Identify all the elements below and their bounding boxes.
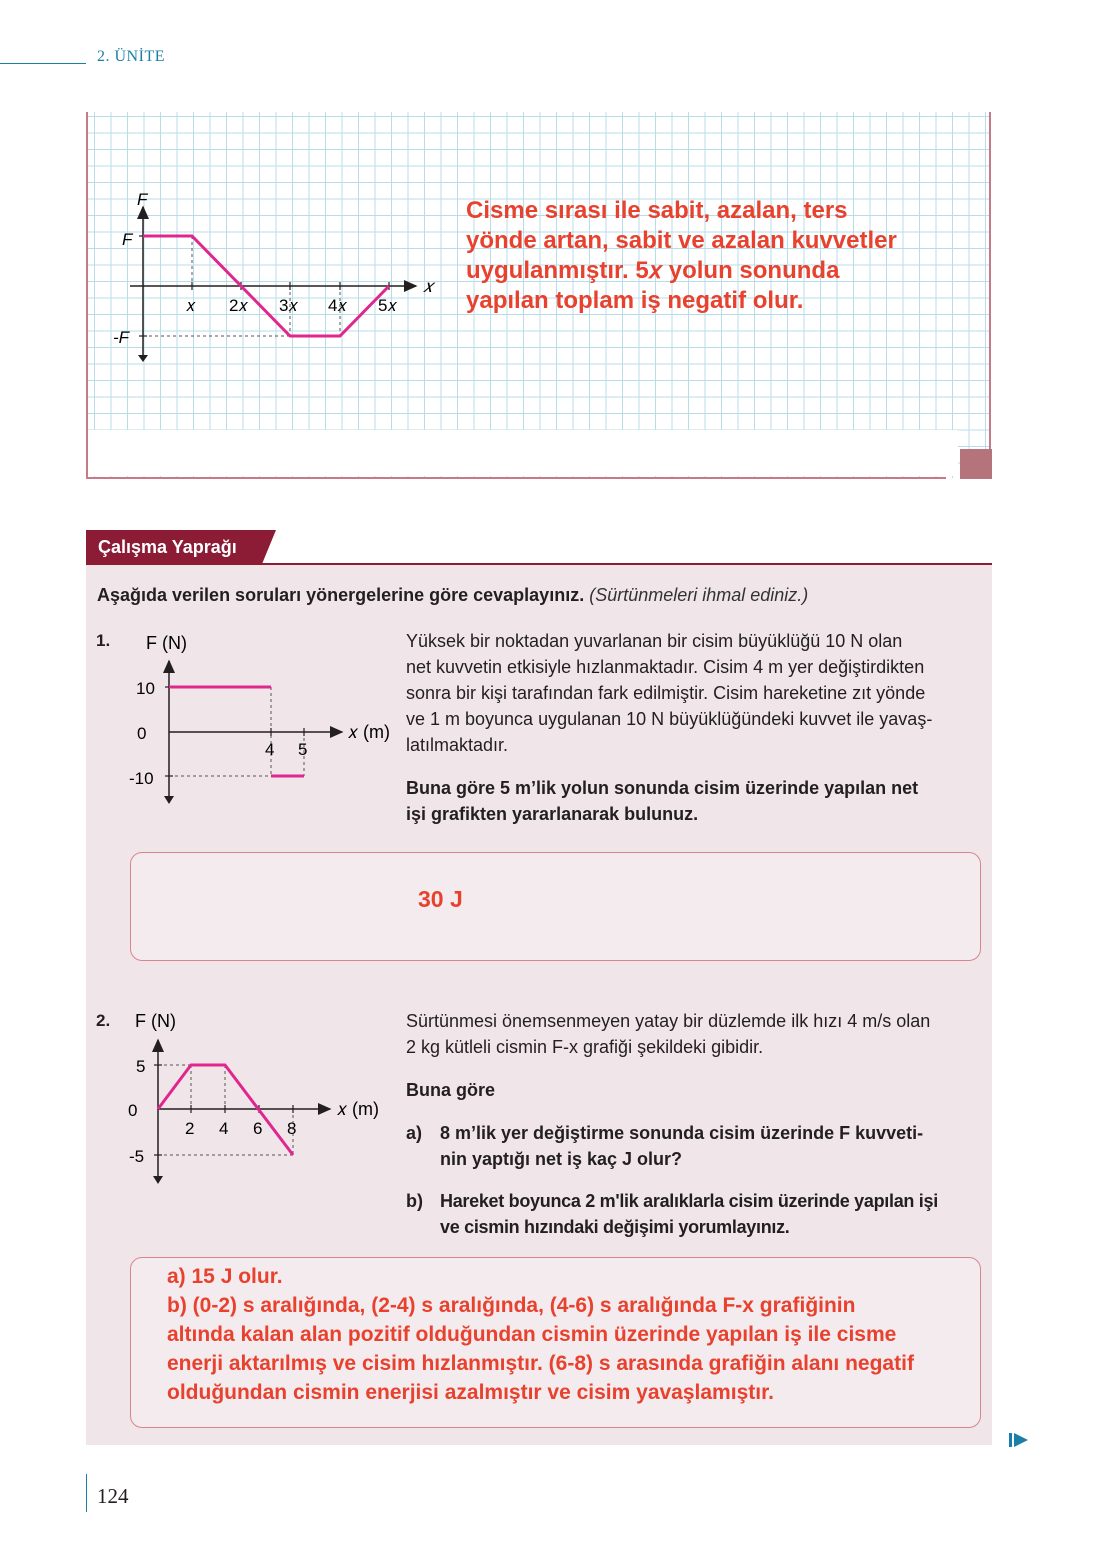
q2-x-label: 𝑥 (m): [337, 1099, 380, 1119]
q2-text-line: Sürtünmesi önemsenmeyen yatay bir düzlemde ilk hızı 4 m/s olan: [406, 1011, 931, 1031]
worksheet-rule: [86, 563, 992, 565]
y-axis-label: F: [137, 190, 148, 209]
q1-text-line: net kuvvetin etkisiyle hızlanmaktadır. Cisim 4 m yer değiştirdikten: [406, 657, 925, 677]
q2-text: [406, 1008, 980, 1060]
q1-question-line: Buna göre 5 m’lik yolun sonunda cisim üzerinde yapılan net: [406, 778, 919, 798]
q2-answer-line: altında kalan alan pozitif olduğundan cismin üzerinde yapılan iş ile cisme: [167, 1323, 897, 1346]
q2-x-tick-6: 6: [253, 1119, 263, 1138]
y-tick-negF: -F: [113, 328, 130, 347]
q2-b-line: ve cismin hızındaki değişimi yorumlayınız.: [440, 1217, 790, 1237]
q1-text-line: latılmaktadır.: [406, 735, 509, 755]
grid-bottom-margin: [88, 430, 958, 476]
q2-y-tick-0: 0: [128, 1101, 138, 1120]
x-tick-5: 5𝑥: [378, 296, 397, 315]
q2-x-tick-8: 8: [287, 1119, 297, 1138]
worksheet-title: Çalışma Yaprağı: [98, 537, 237, 557]
q2-lead: Buna göre: [406, 1080, 496, 1100]
q2-answer-line: enerji aktarılmış ve cisim hızlanmıştır. (6-8) s arasında grafiğin alanı negatif: [167, 1352, 914, 1375]
q1-x-tick-4: 4: [265, 740, 275, 759]
q1-text-line: sonra bir kişi tarafından fark edilmiştir. Cisim hareketine zıt yönde: [406, 683, 926, 703]
q1-y-tick-0: 0: [137, 724, 147, 743]
q2-number: 2.: [96, 1011, 111, 1030]
q2-answer-line: a) 15 J olur.: [167, 1265, 283, 1288]
q2-y-label: F (N): [135, 1011, 176, 1031]
x-axis-label: 𝑥: [423, 276, 434, 296]
x-tick-4: 4𝑥: [328, 296, 347, 315]
q2-x-tick-2: 2: [185, 1119, 195, 1138]
q2-b-text: [440, 1188, 985, 1240]
q2-answer-line: olduğundan cismin enerjisi azalmıştır ve cisim yavaşlamıştır.: [167, 1381, 774, 1404]
q1-y-tick-neg10: -10: [129, 769, 154, 788]
q2-a-line: nin yaptığı net iş kaç J olur?: [440, 1149, 683, 1169]
x-tick-3: 3𝑥: [279, 296, 298, 315]
q1-x-tick-5: 5: [298, 740, 308, 759]
q1-question: [406, 775, 980, 827]
intro-answer-line: yönde artan, sabit ve azalan kuvvetler: [466, 227, 897, 254]
q2-y-tick-5: 5: [136, 1057, 146, 1076]
q1-x-label: 𝑥 (m): [348, 722, 391, 742]
grid-corner-tab: [960, 449, 992, 479]
instruction-main: Aşağıda verilen soruları yönergelerine göre cevaplayınız.: [97, 585, 585, 605]
q2-answer-line: b) (0-2) s aralığında, (2-4) s aralığında, (4-6) s aralığında F-x grafiğinin: [167, 1294, 856, 1317]
q1-question-line: işi grafikten yararlanarak bulunuz.: [406, 804, 699, 824]
chart-q2: [120, 1006, 400, 1191]
q2-b-line: Hareket boyunca 2 m'lik aralıklarla cisim üzerinde yapılan işi: [440, 1191, 938, 1211]
x-tick-1: 𝑥: [186, 296, 196, 315]
q1-y-tick-10: 10: [136, 679, 155, 698]
q2-a-label: a): [406, 1123, 423, 1143]
instructions: [97, 585, 808, 606]
q1-text: [406, 628, 980, 758]
q1-answer-box[interactable]: [130, 852, 981, 961]
y-tick-F: F: [122, 230, 133, 249]
q1-answer: 30 J: [418, 886, 463, 912]
q2-text-line: 2 kg kütleli cismin F-x grafiği şekildeki gibidir.: [406, 1037, 764, 1057]
q1-y-label: F (N): [146, 633, 187, 653]
x-tick-2: 2𝑥: [229, 296, 248, 315]
instruction-note: (Sürtünmeleri ihmal ediniz.): [589, 585, 809, 605]
page-number: 124: [97, 1484, 129, 1508]
grid-bottom-rule: [86, 477, 946, 479]
q2-a-line: 8 m’lik yer değiştirme sonunda cisim üzerinde F kuvveti-: [440, 1123, 924, 1143]
header-rule: [0, 63, 86, 64]
next-page-arrow-icon[interactable]: [1009, 1433, 1029, 1447]
q2-b-label: b): [406, 1191, 423, 1211]
intro-answer-line: Cisme sırası ile sabit, azalan, ters: [466, 197, 848, 224]
q2-answer: [167, 1262, 972, 1407]
footer-rule: [86, 1474, 87, 1512]
q2-y-tick-neg5: -5: [129, 1147, 145, 1166]
intro-answer-line: yapılan toplam iş negatif olur.: [466, 287, 804, 314]
chart-intro: [100, 185, 450, 370]
chart-q1: [120, 628, 400, 813]
unit-label: 2. ÜNİTE: [97, 48, 165, 65]
q2-a-text: [440, 1120, 985, 1172]
q1-number: 1.: [96, 631, 111, 650]
intro-answer-line: uygulanmıştır. 5𝑥 yolun sonunda: [466, 257, 840, 284]
intro-answer: [466, 196, 930, 316]
q1-text-line: ve 1 m boyunca uygulanan 10 N büyüklüğündeki kuvvet ile yavaş-: [406, 709, 933, 729]
q1-text-line: Yüksek bir noktadan yuvarlanan bir cisim büyüklüğü 10 N olan: [406, 631, 903, 651]
q2-x-tick-4: 4: [219, 1119, 229, 1138]
